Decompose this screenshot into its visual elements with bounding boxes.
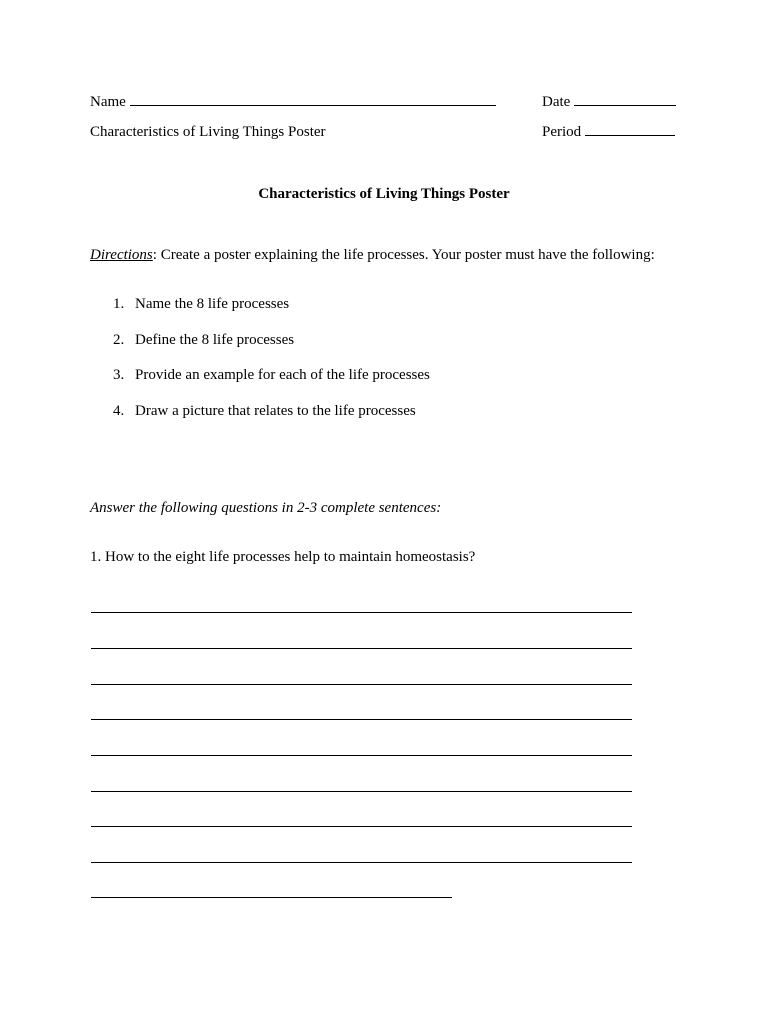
list-item — [113, 332, 294, 349]
answer-line[interactable] — [91, 862, 632, 863]
list-item-number: 2. — [113, 332, 125, 348]
answer-line[interactable] — [91, 791, 632, 792]
name-label: Name — [90, 94, 126, 110]
list-item-text: Draw a picture that relates to the life processes — [135, 403, 416, 419]
date-input-line[interactable] — [574, 104, 676, 106]
period-field — [542, 124, 675, 141]
answer-line[interactable] — [91, 719, 632, 720]
page-title: Characteristics of Living Things Poster — [258, 186, 510, 202]
directions — [90, 247, 655, 264]
period-input-line[interactable] — [585, 134, 675, 136]
answer-line[interactable] — [91, 897, 452, 898]
list-item-text: Provide an example for each of the life processes — [135, 367, 430, 383]
list-item — [113, 403, 416, 420]
answer-line[interactable] — [91, 755, 632, 756]
answer-line[interactable] — [91, 826, 632, 827]
list-item — [113, 367, 430, 384]
directions-label: Directions — [90, 247, 153, 263]
date-label: Date — [542, 94, 571, 110]
list-item-text: Name the 8 life processes — [135, 296, 290, 312]
answer-line[interactable] — [91, 684, 632, 685]
question-1: 1. How to the eight life processes help to maintain homeostasis? — [90, 549, 476, 565]
date-field — [542, 94, 676, 111]
directions-text: : Create a poster explaining the life processes. Your poster must have the following: — [152, 247, 655, 263]
answer-line[interactable] — [91, 648, 632, 649]
list-item-number: 3. — [113, 367, 125, 383]
answer-instructions: Answer the following questions in 2-3 complete sentences: — [90, 500, 442, 516]
header-subtitle: Characteristics of Living Things Poster — [90, 124, 326, 140]
list-item-text: Define the 8 life processes — [135, 332, 295, 348]
name-field — [90, 94, 496, 111]
answer-line[interactable] — [91, 612, 632, 613]
list-item — [113, 296, 289, 313]
list-item-number: 1. — [113, 296, 125, 312]
period-label: Period — [542, 124, 582, 140]
name-input-line[interactable] — [130, 104, 496, 106]
list-item-number: 4. — [113, 403, 125, 419]
